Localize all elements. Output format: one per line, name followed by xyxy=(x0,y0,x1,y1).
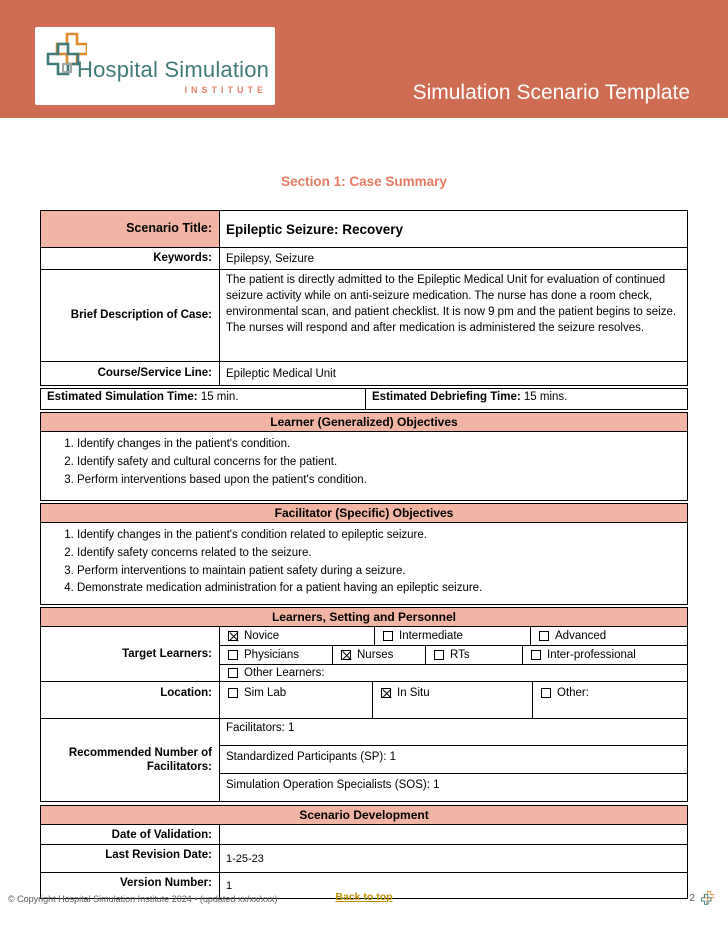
page-footer xyxy=(0,888,728,914)
learners-setting-table xyxy=(40,607,688,802)
checkbox-label: In Situ xyxy=(397,687,430,700)
checkbox-other-location[interactable] xyxy=(532,682,687,718)
checkbox-label: Nurses xyxy=(357,649,394,662)
learner-level-row xyxy=(220,627,687,645)
checkbox-icon[interactable] xyxy=(341,650,351,660)
checkbox-icon[interactable] xyxy=(531,650,541,660)
logo-title: Hospital Simulation xyxy=(77,57,270,82)
last-revision-value: 1-25-23 xyxy=(219,845,687,872)
learner-objectives-table xyxy=(40,412,688,501)
checkbox-inter-professional[interactable] xyxy=(522,646,687,664)
course-label: Course/Service Line: xyxy=(97,367,212,380)
page-banner xyxy=(0,0,728,118)
learner-objective-item: 1. Identify changes in the patient's condition. xyxy=(77,436,679,454)
checkbox-icon[interactable] xyxy=(228,668,238,678)
checkbox-intermediate[interactable] xyxy=(374,627,530,645)
facilitator-objective-item: 1. Identify changes in the patient's condition related to epileptic seizure. xyxy=(77,527,679,545)
brief-description-value: The patient is directly admitted to the Epileptic Medical Unit for evaluation of continued seizure activity while on anti-seizure medication. The nurse has done a room check, environmental scan, and patient checklist. It is now 9 pm and the patient begins to seize. The nurses will respond and after medication is administered the seizure resolves. xyxy=(219,270,687,361)
target-learners-block xyxy=(41,626,687,681)
scenario-title-row xyxy=(41,211,687,247)
standardized-participants-count: Standardized Participants (SP): 1 xyxy=(220,745,687,773)
target-learners-label: Target Learners: xyxy=(122,648,212,661)
checkbox-label: Advanced xyxy=(555,630,607,643)
debriefing-time-label: Estimated Debriefing Time: xyxy=(372,391,521,403)
hospital-cross-icon xyxy=(699,890,714,907)
document-title: Simulation Scenario Template xyxy=(412,81,690,104)
page-content xyxy=(0,210,728,899)
debriefing-time xyxy=(365,389,687,409)
learner-objective-item: 3. Perform interventions based upon the patient's condition. xyxy=(77,472,679,490)
scenario-development-table xyxy=(40,805,688,899)
checkbox-icon[interactable] xyxy=(383,631,393,641)
checkbox-other-learners[interactable] xyxy=(220,665,687,681)
page-number xyxy=(689,890,714,907)
keywords-label: Keywords: xyxy=(153,252,212,265)
checkbox-label: Physicians xyxy=(244,649,299,662)
brief-description-label: Brief Description of Case: xyxy=(70,309,212,322)
simulation-time-label: Estimated Simulation Time: xyxy=(47,391,198,403)
location-row xyxy=(41,681,687,718)
logo xyxy=(35,27,275,105)
scenario-title-label: Scenario Title: xyxy=(41,211,219,247)
simulation-time-value: 15 min. xyxy=(200,391,239,403)
version-number-label: Version Number: xyxy=(119,877,212,890)
learner-objectives-list xyxy=(41,431,687,500)
debriefing-time-value: 15 mins. xyxy=(523,391,568,403)
date-of-validation-row xyxy=(41,824,687,844)
facilitator-objective-item: 2. Identify safety concerns related to the seizure. xyxy=(77,545,679,563)
checkbox-sim-lab[interactable] xyxy=(220,682,372,718)
back-to-top-link[interactable]: Back to top xyxy=(335,891,393,903)
learner-objective-item: 2. Identify safety and cultural concerns for the patient. xyxy=(77,454,679,472)
logo-subtitle: INSTITUTE xyxy=(184,85,267,95)
location-options xyxy=(219,682,687,718)
facilitators-values xyxy=(219,719,687,801)
checkbox-icon[interactable] xyxy=(228,631,238,641)
copyright-text: © Copyright Hospital Simulation Institute 2024 • (updated xx/xx/xxx) xyxy=(8,894,278,904)
facilitator-objective-item: 4. Demonstrate medication administration for a patient having an epileptic seizure. xyxy=(77,580,679,598)
learner-objectives-header: Learner (Generalized) Objectives xyxy=(41,413,687,431)
date-of-validation-value xyxy=(219,825,687,844)
checkbox-icon[interactable] xyxy=(539,631,549,641)
section-heading: Section 1: Case Summary xyxy=(281,174,447,189)
checkbox-label: Intermediate xyxy=(399,630,463,643)
checkbox-advanced[interactable] xyxy=(530,627,687,645)
facilitator-objective-item: 3. Perform interventions to maintain patient safety during a seizure. xyxy=(77,563,679,581)
learners-setting-header: Learners, Setting and Personnel xyxy=(41,608,687,626)
learner-type-row xyxy=(220,645,687,664)
keywords-row xyxy=(41,247,687,269)
version-number-value: 1 xyxy=(219,873,687,898)
checkbox-in-situ[interactable] xyxy=(372,682,532,718)
brief-description-row xyxy=(41,269,687,361)
sos-count: Simulation Operation Specialists (SOS): 1 xyxy=(220,773,687,801)
facilitators-count: Facilitators: 1 xyxy=(226,722,295,735)
checkbox-label: Novice xyxy=(244,630,280,643)
case-summary-table xyxy=(40,210,688,386)
course-row xyxy=(41,361,687,385)
logo-text xyxy=(77,57,269,95)
checkbox-novice[interactable] xyxy=(220,627,374,645)
scenario-title-value: Epileptic Seizure: Recovery xyxy=(219,211,687,247)
last-revision-row xyxy=(41,844,687,872)
checkbox-icon[interactable] xyxy=(381,688,391,698)
facilitator-objectives-header: Facilitator (Specific) Objectives xyxy=(41,504,687,522)
location-label: Location: xyxy=(160,687,212,700)
checkbox-label: Inter-professional xyxy=(547,649,636,662)
last-revision-label: Last Revision Date: xyxy=(105,849,212,862)
facilitator-objectives-list xyxy=(41,522,687,604)
scenario-development-header: Scenario Development xyxy=(41,806,687,824)
checkbox-rts[interactable] xyxy=(425,646,522,664)
course-value: Epileptic Medical Unit xyxy=(219,362,687,385)
checkbox-label: Other Learners: xyxy=(244,667,325,680)
checkbox-physicians[interactable] xyxy=(220,646,332,664)
checkbox-label: Sim Lab xyxy=(244,687,287,700)
checkbox-label: Other: xyxy=(557,687,589,700)
times-row xyxy=(41,389,687,409)
checkbox-icon[interactable] xyxy=(228,688,238,698)
other-learners-row xyxy=(220,664,687,681)
target-learners-options xyxy=(219,627,687,681)
checkbox-nurses[interactable] xyxy=(332,646,425,664)
checkbox-icon[interactable] xyxy=(228,650,238,660)
facilitators-label: Recommended Number of Facilitators: xyxy=(68,746,212,774)
facilitators-block xyxy=(41,718,687,801)
page-number-value: 2 xyxy=(689,893,695,904)
date-of-validation-label: Date of Validation: xyxy=(111,828,212,841)
checkbox-icon[interactable] xyxy=(541,688,551,698)
checkbox-label: RTs xyxy=(450,649,470,662)
checkbox-icon[interactable] xyxy=(434,650,444,660)
location-options-row xyxy=(220,682,687,718)
facilitator-objectives-table xyxy=(40,503,688,605)
simulation-time xyxy=(41,389,365,409)
estimated-times-table xyxy=(40,388,688,410)
keywords-value: Epilepsy, Seizure xyxy=(219,248,687,269)
